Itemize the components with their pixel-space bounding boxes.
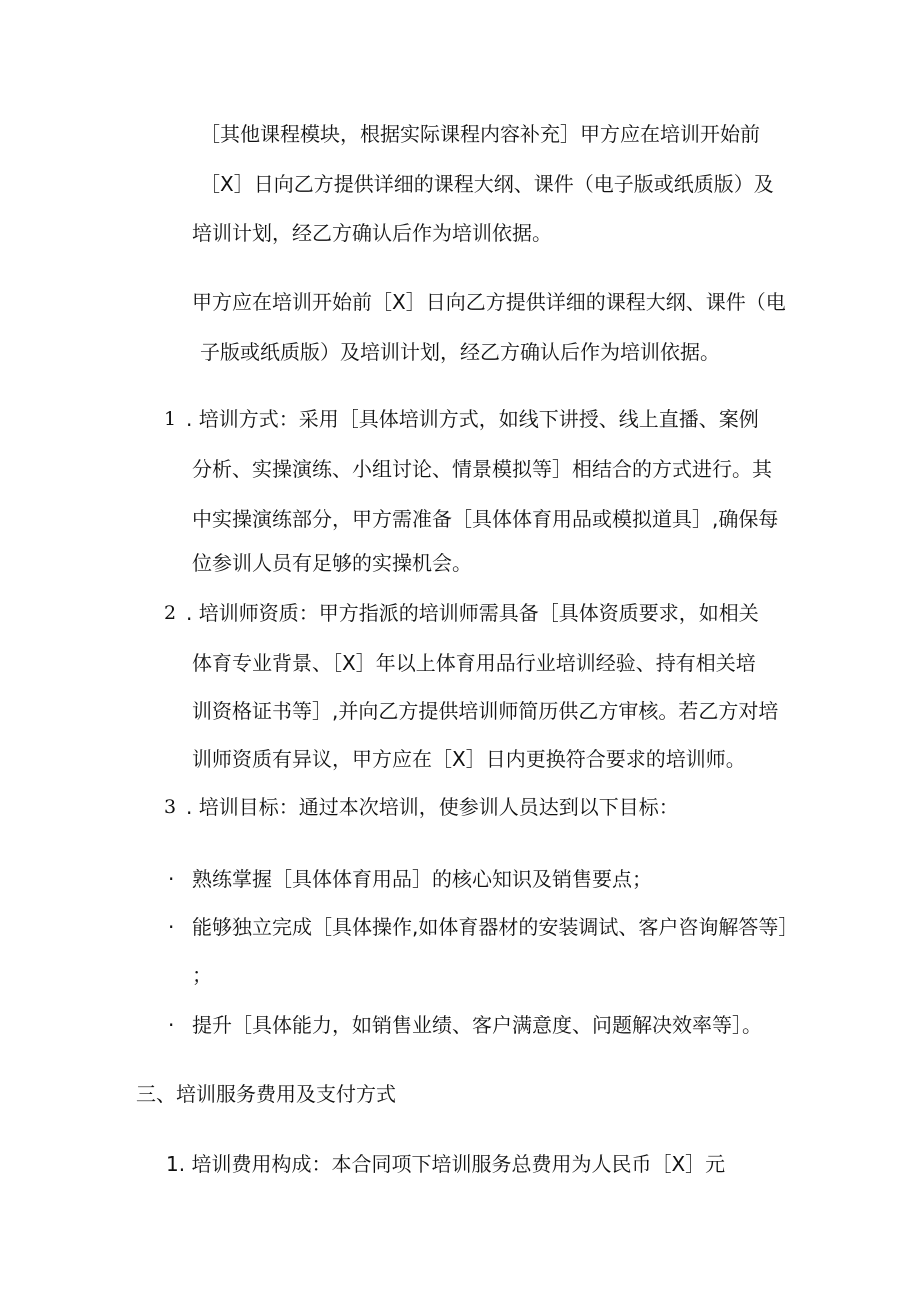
bullet-text: 熟练掌握［具体体育用品］的核心知识及销售要点； bbox=[192, 867, 652, 891]
paragraph-line: ［X］日向乙方提供详细的课程大纲、课件（电子版或纸质版）及 bbox=[200, 172, 774, 196]
bullet-text: 提升［具体能力，如销售业绩、客户满意度、问题解决效率等］。 bbox=[192, 1013, 762, 1037]
section-heading: 三、培训服务费用及支付方式 bbox=[136, 1082, 396, 1106]
bullet-dot: · bbox=[168, 915, 175, 939]
item-line: 体育专业背景、［X］年以上体育用品行业培训经验、持有相关培 bbox=[192, 651, 756, 675]
item-line: 中实操演练部分，甲方需准备［具体体育用品或模拟道具］,确保每 bbox=[192, 507, 779, 531]
item-number: 3 bbox=[164, 796, 177, 818]
bullet-text: 能够独立完成［具体操作,如体育器材的安装调试、客户咨询解答等］ bbox=[192, 915, 799, 939]
item-number: 2 bbox=[164, 602, 177, 624]
bullet-dot: · bbox=[168, 867, 175, 891]
paragraph-line: 甲方应在培训开始前［X］日向乙方提供详细的课程大纲、课件（电 bbox=[192, 290, 786, 314]
bullet-dot: · bbox=[168, 1013, 175, 1037]
item-line: 位参训人员有足够的实操机会。 bbox=[192, 551, 472, 575]
item-number: 1 bbox=[164, 408, 177, 430]
fee-item: 1. 培训费用构成：本合同项下培训服务总费用为人民币［X］元 bbox=[166, 1152, 726, 1176]
item-line: 训资格证书等］,并向乙方提供培训师简历供乙方审核。若乙方对培 bbox=[192, 699, 779, 723]
item-line: . 培训目标：通过本次培训，使参训人员达到以下目标： bbox=[186, 795, 679, 819]
item-line: . 培训方式：采用［具体培训方式，如线下讲授、线上直播、案例 bbox=[186, 407, 759, 431]
bullet-text: ； bbox=[192, 963, 212, 987]
item-line: 分析、实操演练、小组讨论、情景模拟等］相结合的方式进行。其 bbox=[192, 457, 772, 481]
item-line: 训师资质有异议，甲方应在［X］日内更换符合要求的培训师。 bbox=[192, 747, 746, 771]
paragraph-line: ［其他课程模块，根据实际课程内容补充］甲方应在培训开始前 bbox=[200, 122, 760, 146]
item-line: . 培训师资质：甲方指派的培训师需具备［具体资质要求，如相关 bbox=[186, 601, 759, 625]
paragraph-line: 培训计划，经乙方确认后作为培训依据。 bbox=[192, 221, 552, 245]
paragraph-line: 子版或纸质版）及培训计划，经乙方确认后作为培训依据。 bbox=[200, 340, 720, 364]
